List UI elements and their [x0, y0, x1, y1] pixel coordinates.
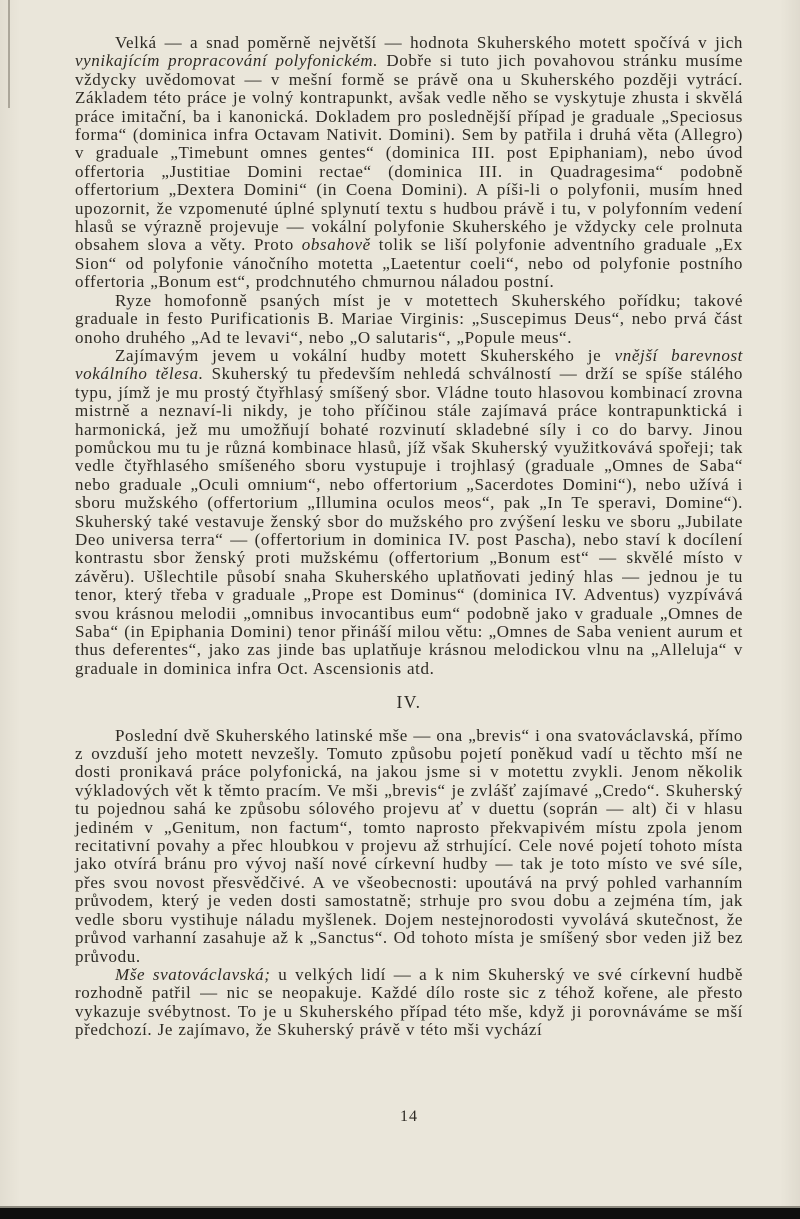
paragraph: [75, 727, 743, 966]
body-text: [75, 34, 743, 1040]
scan-edge-mark-left: [8, 0, 10, 108]
italic-text-run: obsahově: [301, 235, 371, 255]
paragraph: [75, 34, 743, 292]
italic-text-run: vynikajícím propracování polyfonickém.: [75, 51, 379, 71]
text-run: tolik se liší polyfonie adventního graduale „Ex Sion“ od polyfonie vánočního motetta „Laetentur coeli“, nebo od polyfonie postního offertoria „Bonum est“, prodchnutého chmurnou náladou postní.: [75, 235, 743, 292]
section-heading: IV.: [396, 692, 422, 713]
text-run: Ryze homofonně psaných míst je v motettech Skuherského pořídku; takové graduale in festo Purificationis B. Mariae Virginis: „Suscepimus Deus“, nebo prvá část onoho druhého „Ad te levavi“, nebo „O salutaris“, „Popule meus“.: [75, 290, 743, 347]
text-run: u velkých lidí — a k nim Skuherský ve své církevní hudbě rozhodně patřil — nic se neopakuje. Každé dílo roste sic z téhož kořene, ale přesto vykazuje svébytnost. To je u Skuherského případ této mše, když ji porovnáváme se mší předchozí. Je zajímavo, že Skuherský právě v této mši vychází: [75, 964, 743, 1040]
text-run: Skuherský tu především nehledá schválností — drží se spíše stálého typu, jímž je mu prostý čtyřhlasý smíšený sbor. Vládne touto hlasovou kombinací zrovna mistrně a neznaví-li nikdy, je toho příčinou stále zajímavá práce kontrapunktická i harmonická, jež mu umožňují bohaté rozvinutí skladebné síly i co do barvy. Jinou pomůckou mu tu je různá kombinace hlasů, jíž však Skuherský využitkovává spořeji; tak vedle čtyřhlasého smíšeného sboru vystupuje i trojhlasý (graduale „Omnes de Saba“ nebo graduale „Oculi omnium“, nebo offertorium „Sacerdotes Domini“), nebo užívá i sboru mužského (offertorium „Illumina oculos meos“, pak „In Te speravi, Domine“). Skuherský také vestavuje ženský sbor do mužského pro zvýšení lesku ve sboru „Jubilate Deo universa terra“ — (offertorium in dominica IV. post Pascha), nebo staví k docílení kontrastu sbor ženský proti mužskému (offertorium „Bonum est“ — skvělé místo v závěru). Ušlechtile působí snaha Skuherského uplatňovati jediný hlas — jednou je tu tenor, který třeba v graduale „Prope est Dominus“ (dominica IV. Adventus) vyzpívává svou krásnou melodii „omnibus invocantibus eum“ podobně jako v graduale „Omnes de Saba“ (in Epiphania Domini) tenor přináší milou větu: „Omnes de Saba venient aurum et thus deferentes“, jako zas jinde bas uplatňuje krásnou melodickou vlnu na „Alleluja“ v graduale in dominica infra Oct. Ascensionis atd.: [75, 364, 744, 678]
page-number: 14: [400, 1108, 418, 1125]
italic-text-run: vnější barevnost vokálního tělesa.: [75, 345, 743, 384]
paragraph: [75, 347, 743, 678]
scan-bottom-band: [0, 1206, 800, 1219]
paragraph: [75, 292, 743, 347]
text-run: Poslední dvě Skuherského latinské mše — ona „brevis“ i ona svatováclavská, přímo z ovzduší jeho motett nevzešly. Tomuto způsobu pojetí poněkud vadí u těchto mší ne dosti pronikavá práce polyfonická, na jakou jsme si v motettu zvykli. Jenom několik výkladových vět k těmto pracím. Ve mši „brevis“ je zvlášť zajímavé „Credo“. Skuherský tu pojednou sahá ke způsobu sólového projevu ať v duettu (soprán — alt) či v hlasu jediném v „Genitum, non factum“, tomto naprosto překvapivém místu zpola jenom recitativní povahy a přec hloubkou v projevu až strhující. Cele nové pojetí tohoto místa jako otvírá bránu pro vývoj naší nové církevní hudby — tak je toto místo ve své síle, přes svou novost přesvědčivé. A ve všeobecnosti: upoutává na prvý pohled varhanním průvodem, který je veden dosti samostatně; strhuje pro svou dobu a zejména tím, jak vedle sboru vystihuje náladu myšlenek. Dojem nestejnorodosti vyvolává skutečnost, že průvod varhanní zasahuje až k „Sanctus“. Od tohoto místa je smíšený sbor veden již bez průvodu.: [75, 725, 743, 966]
text-run: Dobře si tuto jich povahovou stránku musíme vždycky uvědomovat — v mešní formě se právě ona u Skuherského později vytrácí. Základem této práce je volný kontrapunkt, avšak vedle něho se vyskytuje zhusta i skvělá práce imitační, ba i kanonická. Dokladem pro poslednější případ je graduale „Speciosus forma“ (dominica infra Octavam Nativit. Domini). Sem by patřila i druhá věta (Allegro) v graduale „Timebunt omnes gentes“ (dominica III. post Epiphaniam), nebo úvod offertoria „Justitiae Domini rectae“ (dominica III. in Quadragesima“ podobně offertorium „Dextera Domini“ (in Coena Domini). A píši-li o polyfonii, musím hned upozornit, že vzpomenuté úplné splynutí textu s hudbou právě i tu, v polyfonním vedení hlasů se výrazně projevuje — vokální polyfonie Skuherského je vždycky cele prolnuta obsahem slova a věty. Proto: [75, 51, 743, 255]
text-run: Zajímavým jevem u vokální hudby motett Skuherského je: [115, 345, 615, 365]
italic-text-run: Mše svatováclavská;: [115, 964, 271, 984]
paragraph: [75, 966, 743, 1040]
text-run: Velká — a snad poměrně největší — hodnota Skuherského motett spočívá v jich: [115, 33, 743, 52]
